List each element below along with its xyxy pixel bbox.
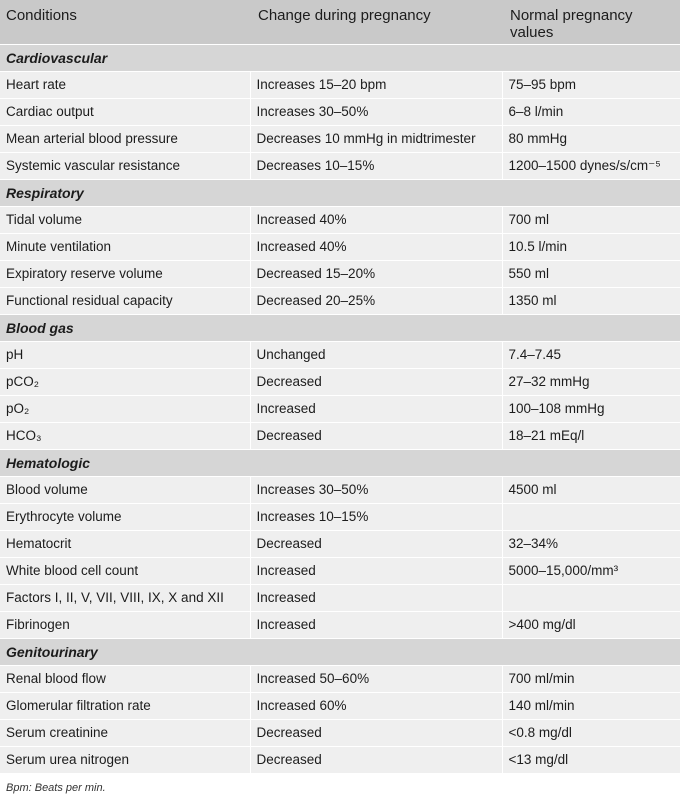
condition-cell: Serum creatinine — [0, 719, 250, 746]
change-cell: Increases 30–50% — [250, 476, 502, 503]
table-body — [0, 44, 680, 773]
condition-cell: White blood cell count — [0, 557, 250, 584]
condition-cell: Heart rate — [0, 71, 250, 98]
table-row — [0, 476, 680, 503]
value-cell: 27–32 mmHg — [502, 368, 680, 395]
table-row — [0, 152, 680, 179]
header-change: Change during pregnancy — [250, 0, 502, 44]
change-cell: Increased 60% — [250, 692, 502, 719]
change-cell: Increases 15–20 bpm — [250, 71, 502, 98]
value-cell — [502, 584, 680, 611]
value-cell: 80 mmHg — [502, 125, 680, 152]
change-cell: Increased 50–60% — [250, 665, 502, 692]
value-cell: 4500 ml — [502, 476, 680, 503]
table-row — [0, 287, 680, 314]
condition-cell: Functional residual capacity — [0, 287, 250, 314]
condition-cell: Hematocrit — [0, 530, 250, 557]
change-cell: Decreased — [250, 422, 502, 449]
table-row — [0, 233, 680, 260]
table-row — [0, 368, 680, 395]
value-cell: 700 ml — [502, 206, 680, 233]
table-row — [0, 611, 680, 638]
change-cell: Increased 40% — [250, 233, 502, 260]
value-cell: <0.8 mg/dl — [502, 719, 680, 746]
section-title: Respiratory — [0, 179, 680, 206]
value-cell: 1200–1500 dynes/s/cm⁻⁵ — [502, 152, 680, 179]
value-cell: 5000–15,000/mm³ — [502, 557, 680, 584]
change-cell: Decreased 15–20% — [250, 260, 502, 287]
section-title: Cardiovascular — [0, 44, 680, 71]
condition-cell: Cardiac output — [0, 98, 250, 125]
change-cell: Decreased 20–25% — [250, 287, 502, 314]
section-title: Genitourinary — [0, 638, 680, 665]
value-cell: 1350 ml — [502, 287, 680, 314]
condition-cell: pCO₂ — [0, 368, 250, 395]
change-cell: Increased — [250, 395, 502, 422]
table-row — [0, 260, 680, 287]
change-cell: Increases 30–50% — [250, 98, 502, 125]
condition-cell: pH — [0, 341, 250, 368]
condition-cell: Minute ventilation — [0, 233, 250, 260]
value-cell: 100–108 mmHg — [502, 395, 680, 422]
table-row — [0, 422, 680, 449]
value-cell: 18–21 mEq/l — [502, 422, 680, 449]
section-row — [0, 179, 680, 206]
value-cell — [502, 503, 680, 530]
change-cell: Increased 40% — [250, 206, 502, 233]
table-row — [0, 530, 680, 557]
table-row — [0, 341, 680, 368]
condition-cell: pO₂ — [0, 395, 250, 422]
change-cell: Increases 10–15% — [250, 503, 502, 530]
section-row — [0, 449, 680, 476]
value-cell: 32–34% — [502, 530, 680, 557]
table-row — [0, 71, 680, 98]
change-cell: Increased — [250, 584, 502, 611]
change-cell: Decreases 10 mmHg in midtrimester — [250, 125, 502, 152]
section-row — [0, 314, 680, 341]
table-row — [0, 98, 680, 125]
header-conditions: Conditions — [0, 0, 250, 44]
change-cell: Decreased — [250, 368, 502, 395]
condition-cell: Erythrocyte volume — [0, 503, 250, 530]
table-row — [0, 206, 680, 233]
change-cell: Decreased — [250, 530, 502, 557]
change-cell: Unchanged — [250, 341, 502, 368]
header-row — [0, 0, 680, 44]
change-cell: Decreased — [250, 746, 502, 773]
value-cell: 10.5 l/min — [502, 233, 680, 260]
condition-cell: Expiratory reserve volume — [0, 260, 250, 287]
section-title: Blood gas — [0, 314, 680, 341]
table-row — [0, 719, 680, 746]
header-normal-values: Normal pregnancy values — [502, 0, 680, 44]
condition-cell: Fibrinogen — [0, 611, 250, 638]
value-cell: 75–95 bpm — [502, 71, 680, 98]
section-row — [0, 638, 680, 665]
condition-cell: HCO₃ — [0, 422, 250, 449]
change-cell: Increased — [250, 611, 502, 638]
change-cell: Increased — [250, 557, 502, 584]
section-title: Hematologic — [0, 449, 680, 476]
condition-cell: Systemic vascular resistance — [0, 152, 250, 179]
value-cell: 7.4–7.45 — [502, 341, 680, 368]
condition-cell: Factors I, II, V, VII, VIII, IX, X and XII — [0, 584, 250, 611]
table-row — [0, 692, 680, 719]
value-cell: >400 mg/dl — [502, 611, 680, 638]
table-row — [0, 503, 680, 530]
condition-cell: Renal blood flow — [0, 665, 250, 692]
section-row — [0, 44, 680, 71]
value-cell: <13 mg/dl — [502, 746, 680, 773]
change-cell: Decreases 10–15% — [250, 152, 502, 179]
table-row — [0, 395, 680, 422]
value-cell: 6–8 l/min — [502, 98, 680, 125]
table-row — [0, 665, 680, 692]
condition-cell: Glomerular filtration rate — [0, 692, 250, 719]
table-row — [0, 557, 680, 584]
change-cell: Decreased — [250, 719, 502, 746]
footnote: Bpm: Beats per min. — [6, 782, 106, 794]
table-row — [0, 746, 680, 773]
condition-cell: Tidal volume — [0, 206, 250, 233]
condition-cell: Serum urea nitrogen — [0, 746, 250, 773]
condition-cell: Mean arterial blood pressure — [0, 125, 250, 152]
value-cell: 140 ml/min — [502, 692, 680, 719]
table-row — [0, 584, 680, 611]
table-row — [0, 125, 680, 152]
condition-cell: Blood volume — [0, 476, 250, 503]
value-cell: 550 ml — [502, 260, 680, 287]
value-cell: 700 ml/min — [502, 665, 680, 692]
